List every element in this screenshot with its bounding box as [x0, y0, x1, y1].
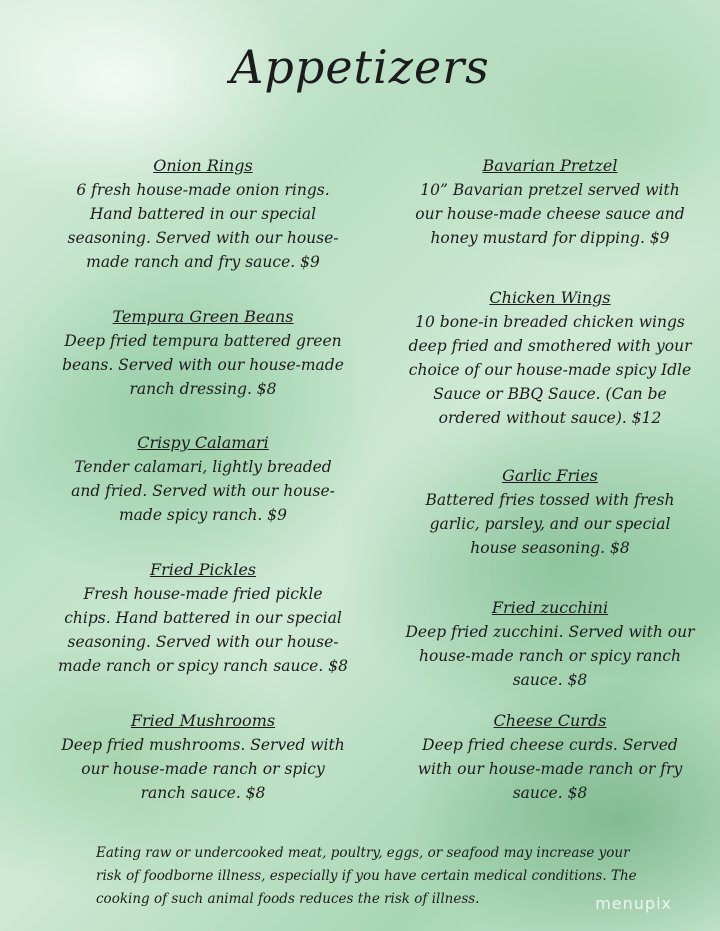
item-name: Garlic Fries — [502, 466, 598, 485]
item-description: 6 fresh house-made onion rings. Hand battered in our special seasoning. Served with our house-made ranch and fry sauce. $9 — [67, 181, 339, 271]
food-safety-disclaimer: Eating raw or undercooked meat, poultry, eggs, or seafood may increase your risk of foodborne illness, especially if you have certain medical conditions. The cooking of such animal foods reduces the risk of illness. — [96, 845, 637, 907]
item-name: Fried Pickles — [150, 560, 256, 579]
menu-item-fried-mushrooms — [58, 709, 348, 805]
menu-item-tempura-green-beans — [58, 305, 348, 401]
item-description: 10” Bavarian pretzel served with our house-made cheese sauce and honey mustard for dipping. $9 — [415, 181, 685, 247]
item-name: Onion Rings — [153, 156, 253, 175]
item-name: Crispy Calamari — [137, 433, 269, 452]
item-description: Deep fried mushrooms. Served with our house-made ranch or spicy ranch sauce. $8 — [61, 736, 345, 802]
menu-item-bavarian-pretzel — [405, 154, 695, 250]
item-description: 10 bone-in breaded chicken wings deep fried and smothered with your choice of our house-made spicy Idle Sauce or BBQ Sauce. (Can be ordered without sauce). $12 — [408, 313, 692, 427]
item-description: Battered fries tossed with fresh garlic, parsley, and our special house seasoning. $8 — [425, 491, 675, 557]
item-description: Deep fried cheese curds. Served with our house-made ranch or fry sauce. $8 — [417, 736, 683, 802]
item-name: Fried Mushrooms — [130, 711, 276, 730]
item-name: Cheese Curds — [493, 711, 607, 730]
menu-item-fried-zucchini — [405, 596, 695, 692]
menu-item-cheese-curds — [405, 709, 695, 805]
item-name: Tempura Green Beans — [112, 307, 294, 326]
watermark: menupix — [595, 894, 672, 913]
page-title: Appetizers — [230, 40, 490, 94]
menu-item-fried-pickles — [58, 558, 348, 678]
menu-item-crispy-calamari — [58, 431, 348, 527]
item-name: Fried zucchini — [491, 598, 609, 617]
item-description: Deep fried tempura battered green beans. Served with our house-made ranch dressing. $8 — [62, 332, 344, 398]
item-description: Deep fried zucchini. Served with our house-made ranch or spicy ranch sauce. $8 — [405, 623, 695, 689]
menu-item-garlic-fries — [405, 464, 695, 560]
menu-item-onion-rings — [58, 154, 348, 274]
item-description: Fresh house-made fried pickle chips. Hand battered in our special seasoning. Served with our house-made ranch or spicy ranch sauce. $8 — [58, 585, 348, 675]
item-name: Chicken Wings — [489, 288, 611, 307]
menu-item-chicken-wings — [405, 286, 695, 430]
item-description: Tender calamari, lightly breaded and fried. Served with our house-made spicy ranch. $9 — [71, 458, 335, 524]
item-name: Bavarian Pretzel — [482, 156, 618, 175]
